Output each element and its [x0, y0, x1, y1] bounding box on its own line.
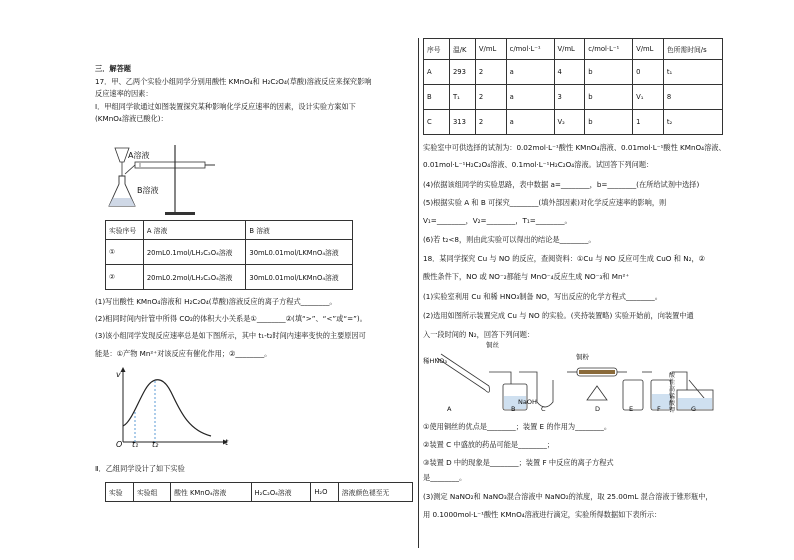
experiment-table-2-header	[105, 482, 413, 502]
table-cell: t₁	[663, 60, 722, 85]
table-cell: 293	[449, 60, 475, 85]
table-cell: b	[585, 60, 633, 85]
q17-question-5-values: V₁=________，V₂=________，T₁=________。	[423, 216, 572, 225]
table-header-cell: 实验序号	[106, 221, 144, 240]
table-cell: ②	[106, 265, 144, 290]
table-cell: 3	[554, 85, 585, 110]
experiment-table-1	[105, 220, 353, 290]
table-cell: B	[424, 85, 450, 110]
left-column	[95, 0, 415, 560]
label-d: D	[595, 405, 601, 413]
table-row	[106, 240, 353, 265]
table-cell: 313	[449, 110, 475, 135]
table-header-cell: c/mol·L⁻¹	[585, 39, 633, 60]
label-f: F	[657, 405, 661, 413]
reagent-line-1: 实验室中可供选择的试剂为：0.02mol·L⁻¹酸性 KMnO₄溶液、0.01mol·L⁻¹酸性 KMnO₄溶液、	[423, 143, 726, 152]
q17-question-3-line-1: (3)该小组同学发现反应速率总是如下图所示，其中 t₁-t₂时间内速率变快的主要原因可	[95, 331, 366, 340]
table-cell: 20mL0.2mol/LH₂C₂O₄溶液	[143, 265, 246, 290]
label-a-solution: A溶液	[128, 151, 150, 160]
table-header-cell: c/mol·L⁻¹	[506, 39, 554, 60]
table-row	[106, 483, 413, 502]
q17-question-6: (6)若 t₂<8，则由此实验可以得出的结论是________。	[423, 235, 596, 244]
q17-line-3: Ⅰ．甲组同学欲通过如图装置探究某种影响化学反应速率的因素，设计实验方案如下	[95, 102, 356, 111]
table-cell: 酸性 KMnO₄溶液	[171, 483, 251, 502]
q18-question-2-line-1: (2)选用如图所示装置完成 Cu 与 NO 的实验。(夹持装置略) 实验开始前，向装置中通	[423, 311, 694, 320]
q17-question-5: (5)根据实验 A 和 B 可探究________(填外部因素)对化学反应速率的影响，则	[423, 198, 667, 207]
q17-question-4: (4)依据该组同学的实验思路，表中数据 a=________，b=________(在所给试剂中选择)	[423, 180, 700, 189]
label-b: B	[511, 405, 516, 413]
table-header-cell: A 溶液	[143, 221, 246, 240]
table-header-cell: 色所需时间/s	[663, 39, 722, 60]
q17-line-1: 17．甲、乙两个实验小组同学分别用酸性 KMnO₄和 H₂C₂O₄(草酸)溶液反应来探究影响	[95, 77, 372, 86]
table-cell: b	[585, 110, 633, 135]
q17-line-2: 反应速率的因素：	[95, 89, 153, 98]
label-g: G	[691, 405, 697, 413]
label-a: A	[447, 405, 452, 413]
graph-t1-label: t₁	[132, 440, 139, 449]
table-header-cell: V/mL	[633, 39, 664, 60]
part-ii-heading: Ⅱ．乙组同学设计了如下实验	[95, 464, 185, 473]
right-column	[423, 0, 726, 560]
q17-question-3-line-2: 能是：①产物 Mn²⁺对该反应有催化作用；②________。	[95, 349, 272, 358]
experiment-table-3	[423, 38, 723, 135]
table-cell: a	[506, 110, 554, 135]
table-row	[424, 60, 723, 85]
q17-line-4: (KMnO₄溶液已酸化)：	[95, 114, 168, 123]
table-cell: 0	[633, 60, 664, 85]
graph-x-label: t	[225, 438, 229, 447]
table-cell: t₂	[663, 110, 722, 135]
table-cell: b	[585, 85, 633, 110]
table-header-cell: V/mL	[475, 39, 506, 60]
table-cell: 30mL0.01mol/LKMnO₄溶液	[246, 240, 353, 265]
table-header-cell: B 溶液	[246, 221, 353, 240]
table-cell: T₁	[449, 85, 475, 110]
q18-sub-2: ②装置 C 中盛放的药品可能是________；	[423, 440, 555, 449]
table-cell: 2	[475, 85, 506, 110]
column-divider	[418, 38, 419, 548]
graph-y-label: v	[116, 370, 121, 379]
label-copper-wire: 铜丝	[486, 341, 499, 349]
graph-t2-label: t₂	[152, 440, 159, 449]
table-cell: H₂O	[311, 483, 338, 502]
table-header-cell: V/mL	[554, 39, 585, 60]
q18-sub-3: ③装置 D 中的现象是________；装置 F 中反应的离子方程式	[423, 458, 614, 467]
table-cell: 4	[554, 60, 585, 85]
table-cell: 20mL0.1mol/LH₂C₂O₄溶液	[143, 240, 246, 265]
table-cell: H₂C₂O₄溶液	[251, 483, 311, 502]
q17-question-2: (2)相同时间内针管中所得 CO₂的体积大小关系是①________②(填“>”、“<”或“=”)。	[95, 314, 367, 323]
table-cell: 1	[633, 110, 664, 135]
q18-intro-1: 18．某同学探究 Cu 与 NO 的反应，查阅资料：①Cu 与 NO 反应可生成 CuO 和 N₂，②	[423, 254, 706, 263]
label-dilute-hno3: 稀HNO₃	[423, 357, 447, 365]
syringe-apparatus-figure	[95, 140, 225, 220]
table-cell: 溶液颜色褪至无	[338, 483, 412, 502]
label-copper-powder: 铜粉	[576, 353, 589, 361]
table-cell: A	[424, 60, 450, 85]
table-cell: 2	[475, 60, 506, 85]
q18-sub-1: ①使用铜丝的优点是________；装置 E 的作用为________。	[423, 422, 612, 431]
label-e: E	[629, 405, 634, 413]
table-row	[106, 221, 353, 240]
section-heading: 三．解答题	[95, 64, 131, 73]
label-naoh: NaOH	[518, 398, 537, 406]
q18-question-2-line-2: 入一段时间的 N₂，回答下列问题：	[423, 330, 535, 339]
graph-origin-label: O	[116, 440, 123, 449]
table-header-cell: 温/K	[449, 39, 475, 60]
label-c: C	[541, 405, 546, 413]
reagent-line-2: 0.01mol·L⁻¹H₂C₂O₄溶液、0.1mol·L⁻¹H₂C₂O₄溶液。试回答下列问题：	[423, 160, 654, 169]
table-cell: 2	[475, 110, 506, 135]
q18-intro-2: 酸性条件下，NO 或 NO⁻₂都能与 MnO⁻₄反应生成 NO⁻₃和 Mn²⁺	[423, 272, 630, 281]
label-acidic-kmno4: 酸性高锰酸钾	[669, 372, 676, 414]
table-cell: ①	[106, 240, 144, 265]
table-cell: V₁	[633, 85, 664, 110]
q18-question-3-line-2: 用 0.1000mol·L⁻¹酸性 KMnO₄溶液进行滴定，实验所得数据如下表所示：	[423, 510, 662, 519]
table-row	[106, 265, 353, 290]
table-cell: C	[424, 110, 450, 135]
table-row	[424, 85, 723, 110]
table-cell: V₂	[554, 110, 585, 135]
q18-question-1: (1)实验室利用 Cu 和稀 HNO₃制备 NO，写出反应的化学方程式________。	[423, 292, 662, 301]
q18-sub-3-cont: 是________。	[423, 473, 467, 482]
table-cell: 实验	[106, 483, 134, 502]
table-cell: 实验组	[133, 483, 170, 502]
rate-time-graph	[111, 364, 231, 454]
label-b-solution: B溶液	[137, 186, 159, 195]
table-row	[424, 110, 723, 135]
q18-question-3-line-1: (3)测定 NaNO₂和 NaNO₃混合溶液中 NaNO₂的浓度，取 25.00mL 混合溶液于锥形瓶中，	[423, 492, 713, 501]
table-cell: a	[506, 60, 554, 85]
q17-question-1: (1)写出酸性 KMnO₄溶液和 H₂C₂O₄(草酸)溶液反应的离子方程式________。	[95, 297, 337, 306]
table-cell: a	[506, 85, 554, 110]
table-header-cell: 序号	[424, 39, 450, 60]
table-cell: 8	[663, 85, 722, 110]
table-row	[424, 39, 723, 60]
table-cell: 30mL0.01mol/LKMnO₄溶液	[246, 265, 353, 290]
